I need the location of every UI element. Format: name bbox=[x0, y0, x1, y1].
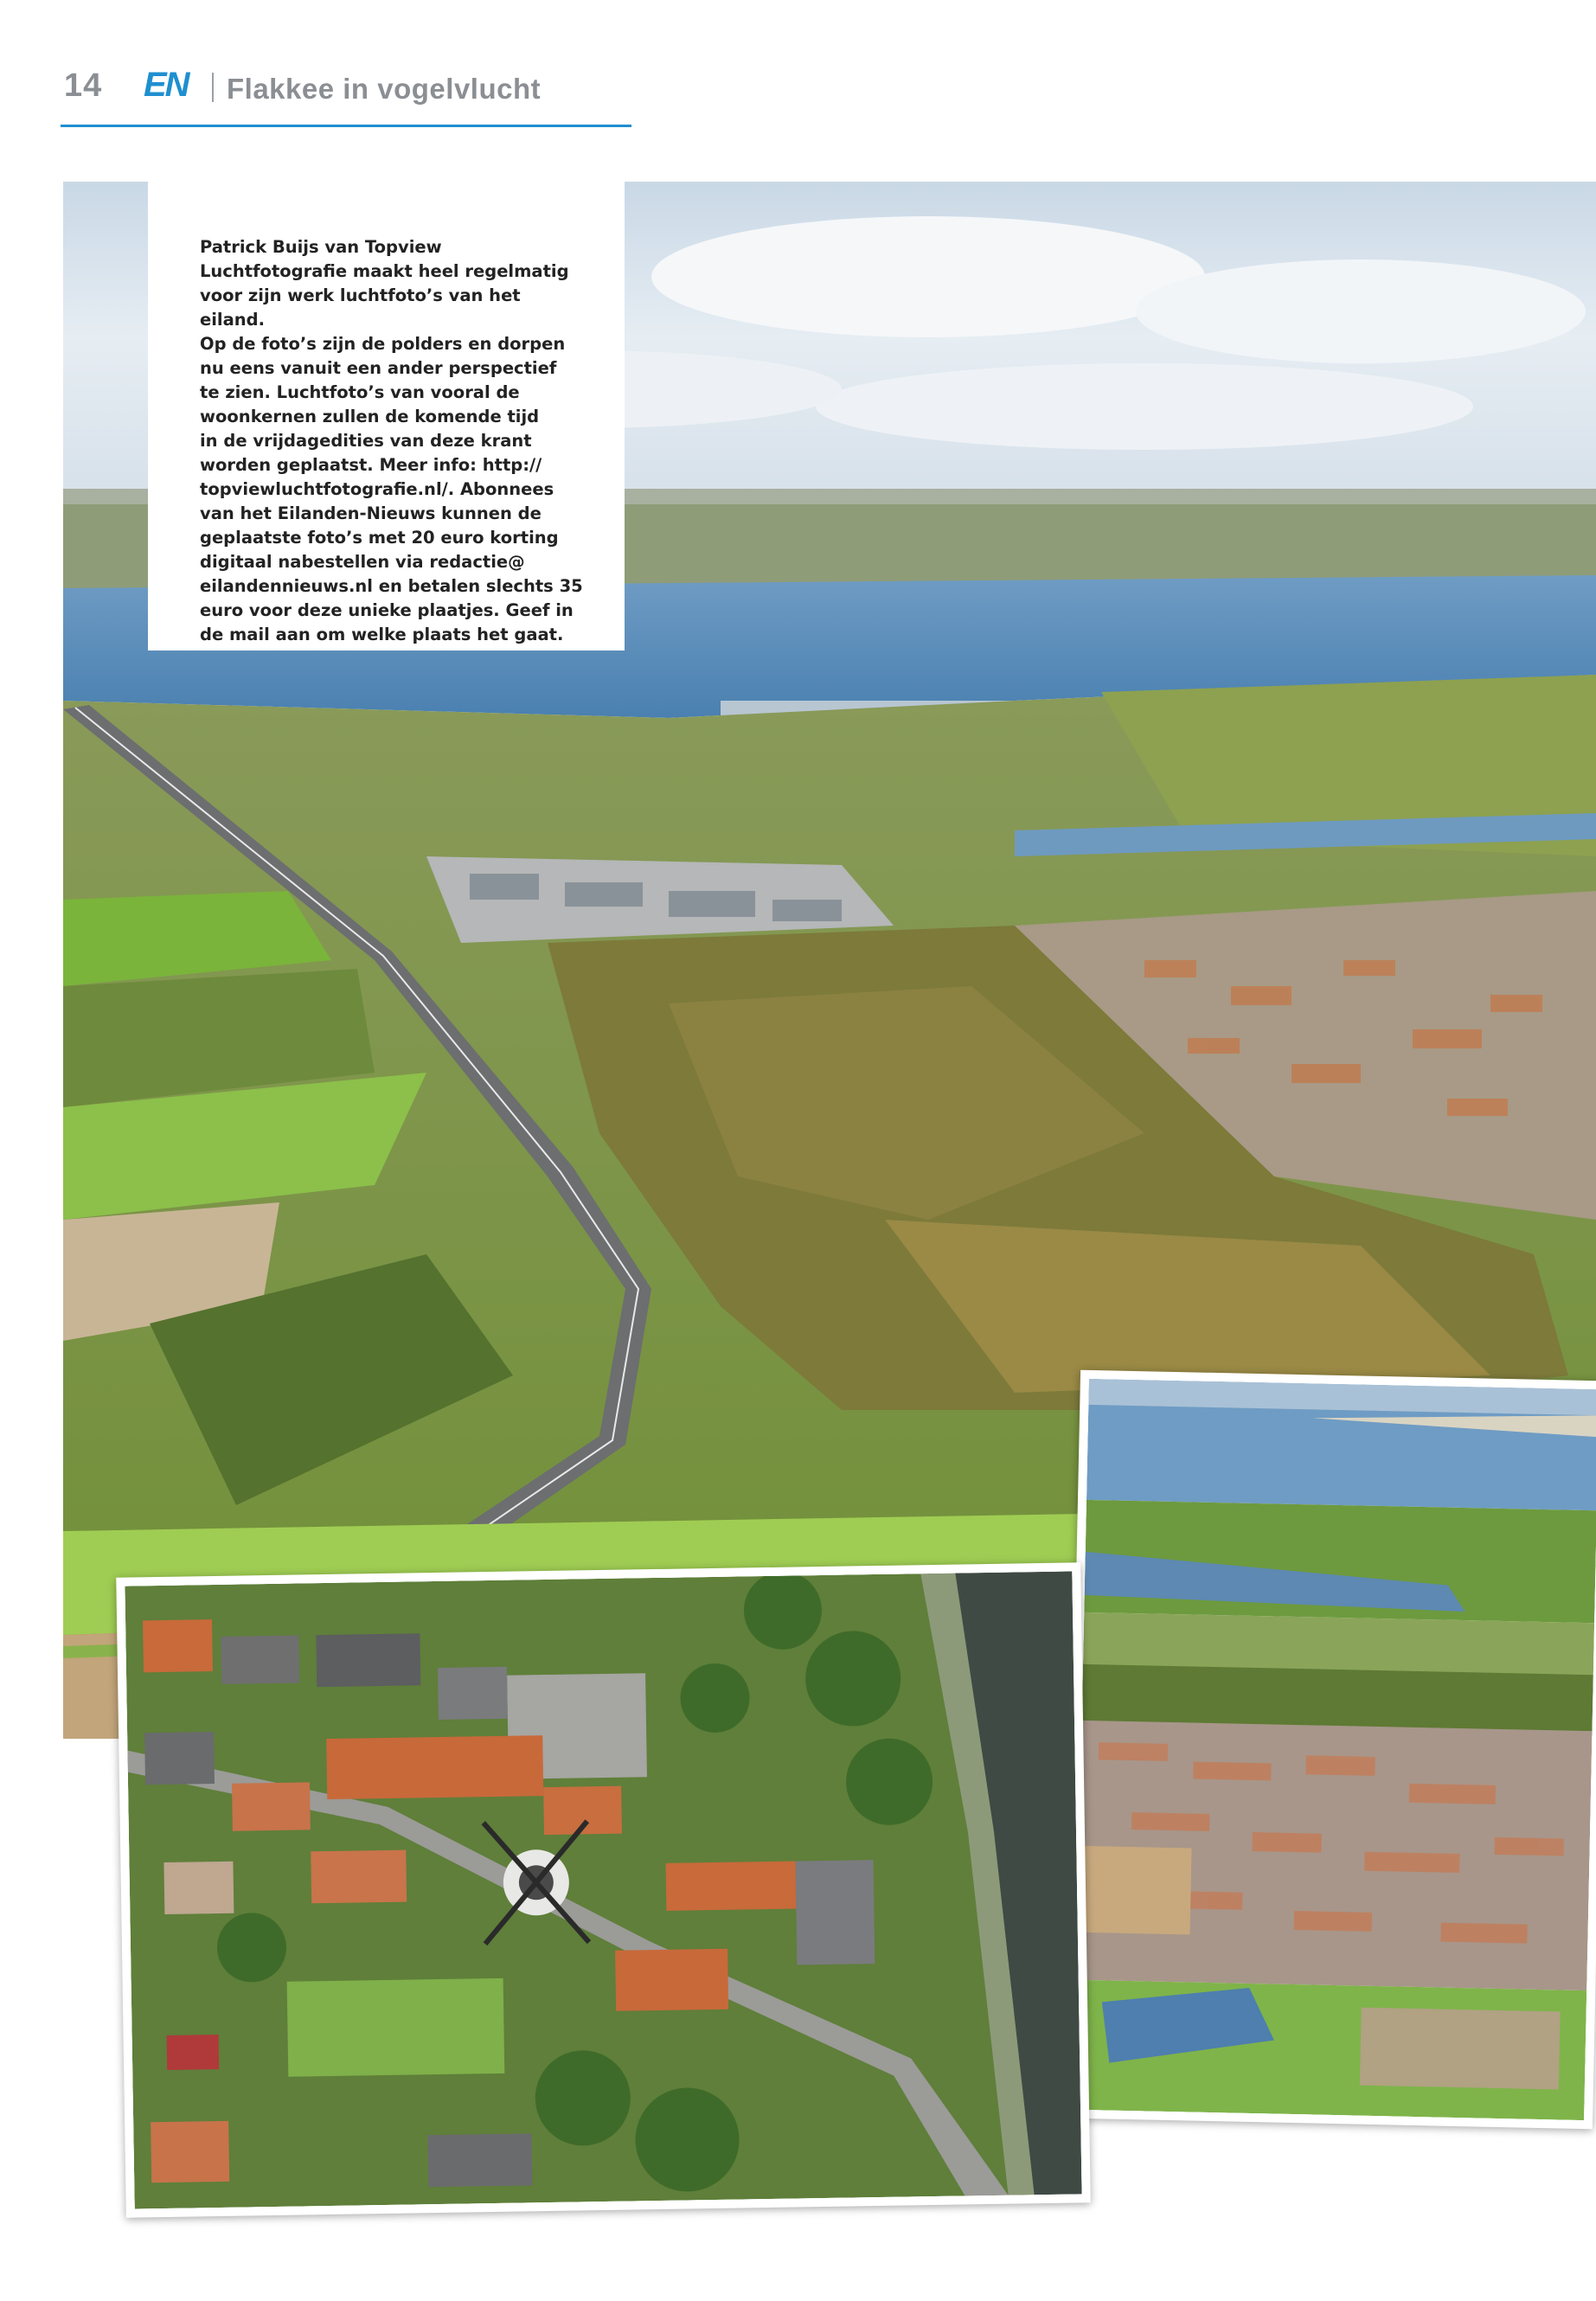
caption-line: eilandennieuws.nl en betalen slechts 35 bbox=[200, 576, 583, 596]
caption-line: voor zijn werk luchtfoto’s van het eiland. bbox=[200, 285, 521, 330]
caption-line: digitaal nabestellen via redactie@ bbox=[200, 552, 525, 572]
caption-box bbox=[148, 182, 625, 651]
caption-line: de mail aan om welke plaats het gaat. bbox=[200, 625, 564, 644]
caption-line: worden geplaatst. Meer info: http:// bbox=[200, 455, 542, 475]
inset-photo-windmill bbox=[116, 1562, 1090, 2217]
section-title: Flakkee in vogelvlucht bbox=[227, 73, 542, 105]
caption-line: topviewluchtfotografie.nl/. Abonnees bbox=[200, 479, 554, 499]
caption-line: nu eens vanuit een ander perspectief bbox=[200, 358, 557, 378]
windmill-village-illustration bbox=[125, 1571, 1081, 2208]
caption-line: Op de foto’s zijn de polders en dorpen bbox=[200, 334, 566, 354]
caption-line: van het Eilanden-Nieuws kunnen de bbox=[200, 503, 542, 523]
page-header bbox=[61, 59, 631, 128]
inset-photo-town-right bbox=[1065, 1370, 1596, 2130]
caption-line: woonkernen zullen de komende tijd bbox=[200, 407, 540, 426]
header-separator bbox=[212, 73, 214, 102]
en-logo: EN bbox=[144, 66, 189, 104]
caption-line: geplaatste foto’s met 20 euro korting bbox=[200, 528, 559, 548]
caption-line: in de vrijdagedities van deze krant bbox=[200, 431, 532, 451]
caption-line: euro voor deze unieke plaatjes. Geef in bbox=[200, 600, 574, 620]
header-rule bbox=[61, 125, 631, 127]
caption-line: Patrick Buijs van Topview bbox=[200, 237, 442, 257]
town-aerial-illustration bbox=[1074, 1379, 1596, 2120]
caption-line: Luchtfotografie maakt heel regelmatig bbox=[200, 261, 569, 281]
caption-line: te zien. Luchtfoto’s van vooral de bbox=[200, 382, 520, 402]
page-number: 14 bbox=[64, 67, 103, 104]
